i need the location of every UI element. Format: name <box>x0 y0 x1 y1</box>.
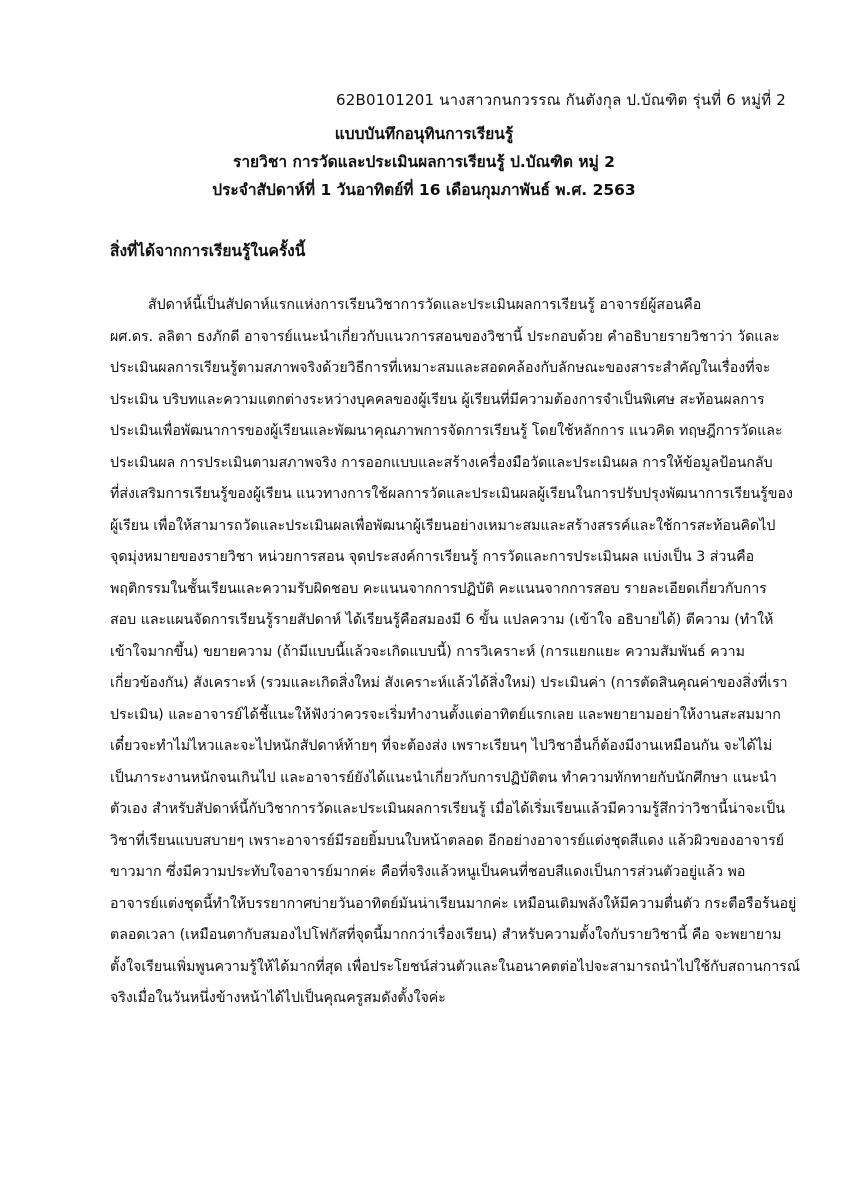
body-line: ประเมินผลการเรียนรู้ตามสภาพจริงด้วยวิธีการที่เหมาะสมและสอดคล้องกับลักษณะของสาระสำคัญในเรื่องที่จะ <box>110 360 771 376</box>
body-line: ประเมินเพื่อพัฒนาการของผู้เรียนและพัฒนาคุณภาพการจัดการเรียนรู้ โดยใช้หลักการ แนวคิด ทฤษฎีการวัดและ <box>110 423 783 439</box>
week-date-line: ประจำสัปดาห์ที่ 1 วันอาทิตย์ที่ 16 เดือนกุมภาพันธ์ พ.ศ. 2563 <box>212 181 636 199</box>
body-line: เป็นภาระงานหนักจนเกินไป และอาจารย์ยังได้แนะนำเกี่ยวกับการปฏิบัติตน ทำความทักทายกับนักศึกษา แนะนำ <box>110 769 777 786</box>
body-line: จุดมุ่งหมายของรายวิชา หน่วยการสอน จุดประสงค์การเรียนรู้ การวัดและการประเมินผล แบ่งเป็น 3 ส่วนคือ <box>110 549 755 565</box>
body-line: สัปดาห์นี้เป็นสัปดาห์แรกแห่งการเรียนวิชาการวัดและประเมินผลการเรียนรู้ อาจารย์ผู้สอนคือ <box>148 297 702 313</box>
body-line: ขาวมาก ซึ่งมีความประทับใจอาจารย์มากค่ะ คือที่จริงแล้วหนูเป็นคนที่ชอบสีแดงเป็นการส่วนตัวอยู่แล้ว พอ <box>110 864 746 880</box>
body-line: ประเมินผล การประเมินตามสภาพจริง การออกแบบและสร้างเครื่องมือวัดและประเมินผล การให้ข้อมูลป้อนกลับ <box>110 454 773 471</box>
body-line: ที่ส่งเสริมการเรียนรู้ของผู้เรียน แนวทางการใช้ผลการวัดและประเมินผลผู้เรียนในการปรับปรุงพัฒนาการเรียนรู้ของ <box>110 486 793 502</box>
student-info-line: 62B0101201 นางสาวกนกวรรณ กันตังกุล ป.บัณฑิต รุ่นที่ 6 หมู่ที่ 2 <box>336 91 786 109</box>
document-title: แบบบันทึกอนุทินการเรียนรู้ <box>334 125 514 143</box>
body-paragraph <box>110 290 800 1015</box>
body-line: อาจารย์แต่งชุดนี้ทำให้บรรยากาศบ่ายวันอาทิตย์มันน่าเรียนมากค่ะ เหมือนเติมพลังให้มีความตื่นตัว กระตือรือร้นอยู่ <box>110 895 797 912</box>
body-line: ผศ.ดร. ลลิตา ธงภักดี อาจารย์แนะนำเกี่ยวกับแนวการสอนของวิชานี้ ประกอบด้วย คำอธิบายรายวิชาว่า วัดและ <box>110 328 780 345</box>
body-line: เกี่ยวข้องกัน) สังเคราะห์ (รวมและเกิดสิ่งใหม่ สังเคราะห์แล้วได้สิ่งใหม่) ประเมินค่า (การตัดสินคุณค่าของสิ่งที่เรา <box>110 675 788 691</box>
body-line: สอบ และแผนจัดการเรียนรู้รายสัปดาห์ ได้เรียนรู้คือสมองมี 6 ขั้น แปลความ (เข้าใจ อธิบายได้) ตีความ (ทำให้ <box>110 612 774 628</box>
section-heading: สิ่งที่ได้จากการเรียนรู้ในครั้งนี้ <box>110 242 306 260</box>
body-line: เดี๋ยวจะทำไม่ไหวและจะไปหนักสัปดาห์ท้ายๆ ที่จะต้องส่ง เพราะเรียนๆ ไปวิชาอื่นก็ต้องมีงานเหมือนกัน จะได้ไม่ <box>110 738 773 754</box>
body-line: เข้าใจมากขึ้น) ขยายความ (ถ้ามีแบบนี้แล้วจะเกิดแบบนี้) การวิเคราะห์ (การแยกแยะ ความสัมพันธ์ ความ <box>110 643 745 660</box>
body-line: ผู้เรียน เพื่อให้สามารถวัดและประเมินผลเพื่อพัฒนาผู้เรียนอย่างเหมาะสมและสร้างสรรค์และใช้การสะท้อนคิดไป <box>110 517 776 534</box>
body-line: ตั้งใจเรียนเพิ่มพูนความรู้ให้ได้มากที่สุด เพื่อประโยชน์ส่วนตัวและในอนาคตต่อไปจะสามารถนำไปใช้กับสถานการณ์ <box>110 958 800 975</box>
body-line: พฤติกรรมในชั้นเรียนและความรับผิดชอบ คะแนนจากการปฏิบัติ คะแนนจากการสอบ รายละเอียดเกี่ยวกับการ <box>110 580 767 597</box>
body-line: ตัวเอง สำหรับสัปดาห์นี้กับวิชาการวัดและประเมินผลการเรียนรู้ เมื่อได้เริ่มเรียนแล้วมีความรู้สึกว่าวิชานี้น่าจะเป็น <box>110 801 785 817</box>
body-line: ตลอดเวลา (เหมือนตากับสมองไปโฟกัสที่จุดนี้มากกว่าเรื่องเรียน) สำหรับความตั้งใจกับรายวิชานี้ คือ จะพยายาม <box>110 927 782 943</box>
body-line: จริงเมื่อในวันหนึ่งข้างหน้าได้ไปเป็นคุณครูสมดังตั้งใจค่ะ <box>110 990 446 1006</box>
title-block <box>0 120 848 204</box>
body-line: ประเมิน) และอาจารย์ได้ชี้แนะให้ฟังว่าควรจะเริ่มทำงานตั้งแต่อาทิตย์แรกเลย และพยายามอย่าให้งานสะสมมาก <box>110 706 781 723</box>
body-line: ประเมิน บริบทและความแตกต่างระหว่างบุคคลของผู้เรียน ผู้เรียนที่มีความต้องการจำเป็นพิเศษ สะท้อนผลการ <box>110 391 765 408</box>
course-title: รายวิชา การวัดและประเมินผลการเรียนรู้ ป.บัณฑิต หมู่ 2 <box>233 153 615 171</box>
body-line: วิชาที่เรียนแบบสบายๆ เพราะอาจารย์มีรอยยิ้มบนใบหน้าตลอด อีกอย่างอาจารย์แต่งชุดสีแดง แล้วผิวของอาจารย์ <box>110 832 785 849</box>
